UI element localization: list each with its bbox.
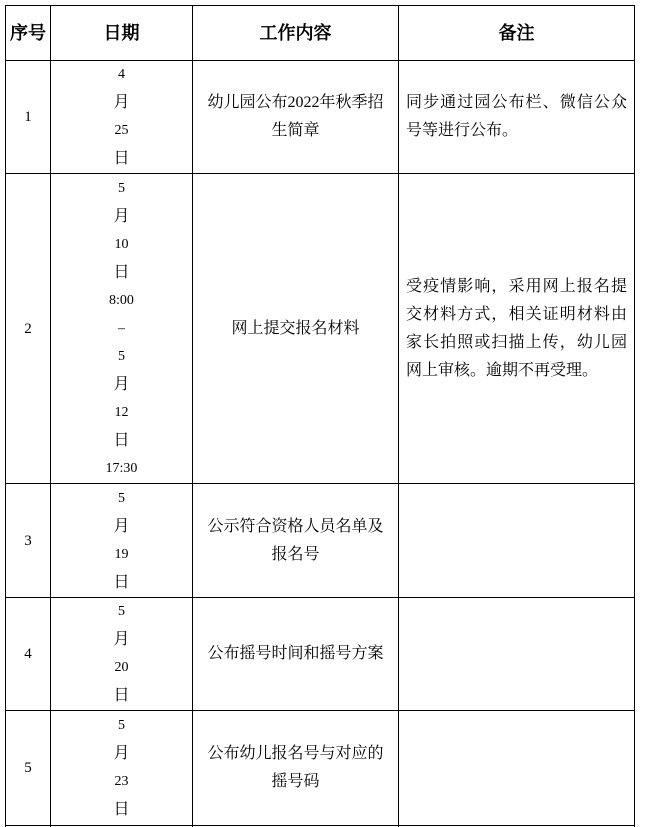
date-line: 23: [114, 774, 129, 789]
date-line: 5: [118, 718, 125, 733]
table-row: [6, 61, 635, 174]
header-note: 备注: [399, 6, 635, 61]
table-row: [6, 711, 635, 826]
row-number-cell: 2: [6, 174, 51, 484]
table-body: [6, 61, 635, 827]
row-number-cell: 5: [6, 711, 51, 826]
work-content-cell: 公布摇号时间和摇号方案: [193, 598, 399, 711]
date-line: 日: [113, 150, 130, 167]
date-line: 月: [113, 207, 130, 225]
date-line: 月: [113, 94, 130, 111]
date-line: 10: [114, 236, 129, 252]
work-content-cell: 网上提交报名材料: [193, 174, 399, 484]
row-number-cell: 3: [6, 484, 51, 598]
date-cell: [51, 711, 193, 826]
note-cell: 同步通过园公布栏、微信公众号等进行公布。: [399, 61, 635, 174]
row-number-cell: 1: [6, 61, 51, 174]
date-line: 25: [114, 123, 129, 138]
date-line: –: [118, 320, 125, 336]
header-seq: 序号: [6, 6, 51, 61]
date-line: 月: [113, 745, 130, 762]
table-row: [6, 174, 635, 484]
date-line: 日: [113, 801, 130, 818]
date-line: 日: [113, 263, 130, 281]
work-content-cell: 公示符合资格人员名单及报名号: [193, 484, 399, 598]
document-page: [5, 5, 636, 827]
date-line: 月: [113, 375, 130, 393]
note-cell: 受疫情影响，采用网上报名提交材料方式，相关证明材料由家长拍照或扫描上传，幼儿园网上审核。逾期不再受理。: [399, 174, 635, 484]
date-line: 12: [114, 404, 129, 420]
date-line: 5: [118, 604, 125, 619]
row-number-cell: 4: [6, 598, 51, 711]
header-row: [6, 6, 635, 61]
date-cell: [51, 174, 193, 484]
table-row: [6, 598, 635, 711]
work-content-cell: 幼儿园公布2022年秋季招生简章: [193, 61, 399, 174]
date-cell: [51, 61, 193, 174]
date-line: 8:00: [109, 292, 134, 308]
date-line: 5: [118, 348, 125, 364]
date-line: 月: [113, 631, 130, 648]
date-cell: [51, 598, 193, 711]
date-line: 日: [113, 573, 130, 591]
date-line: 4: [118, 67, 125, 82]
table-row: [6, 484, 635, 598]
work-content-cell: 公布幼儿报名号与对应的摇号码: [193, 711, 399, 826]
date-line: 20: [114, 660, 129, 675]
header-content: 工作内容: [193, 6, 399, 61]
date-line: 日: [113, 687, 130, 704]
date-cell: [51, 484, 193, 598]
date-line: 月: [113, 517, 130, 535]
note-cell: [399, 598, 635, 711]
date-line: 19: [114, 546, 129, 562]
note-cell: [399, 484, 635, 598]
date-line: 日: [113, 431, 130, 449]
header-date: 日期: [51, 6, 193, 61]
schedule-table: [5, 5, 635, 827]
note-cell: [399, 711, 635, 826]
date-line: 17:30: [105, 460, 138, 476]
date-line: 5: [118, 490, 125, 506]
date-line: 5: [118, 180, 125, 196]
